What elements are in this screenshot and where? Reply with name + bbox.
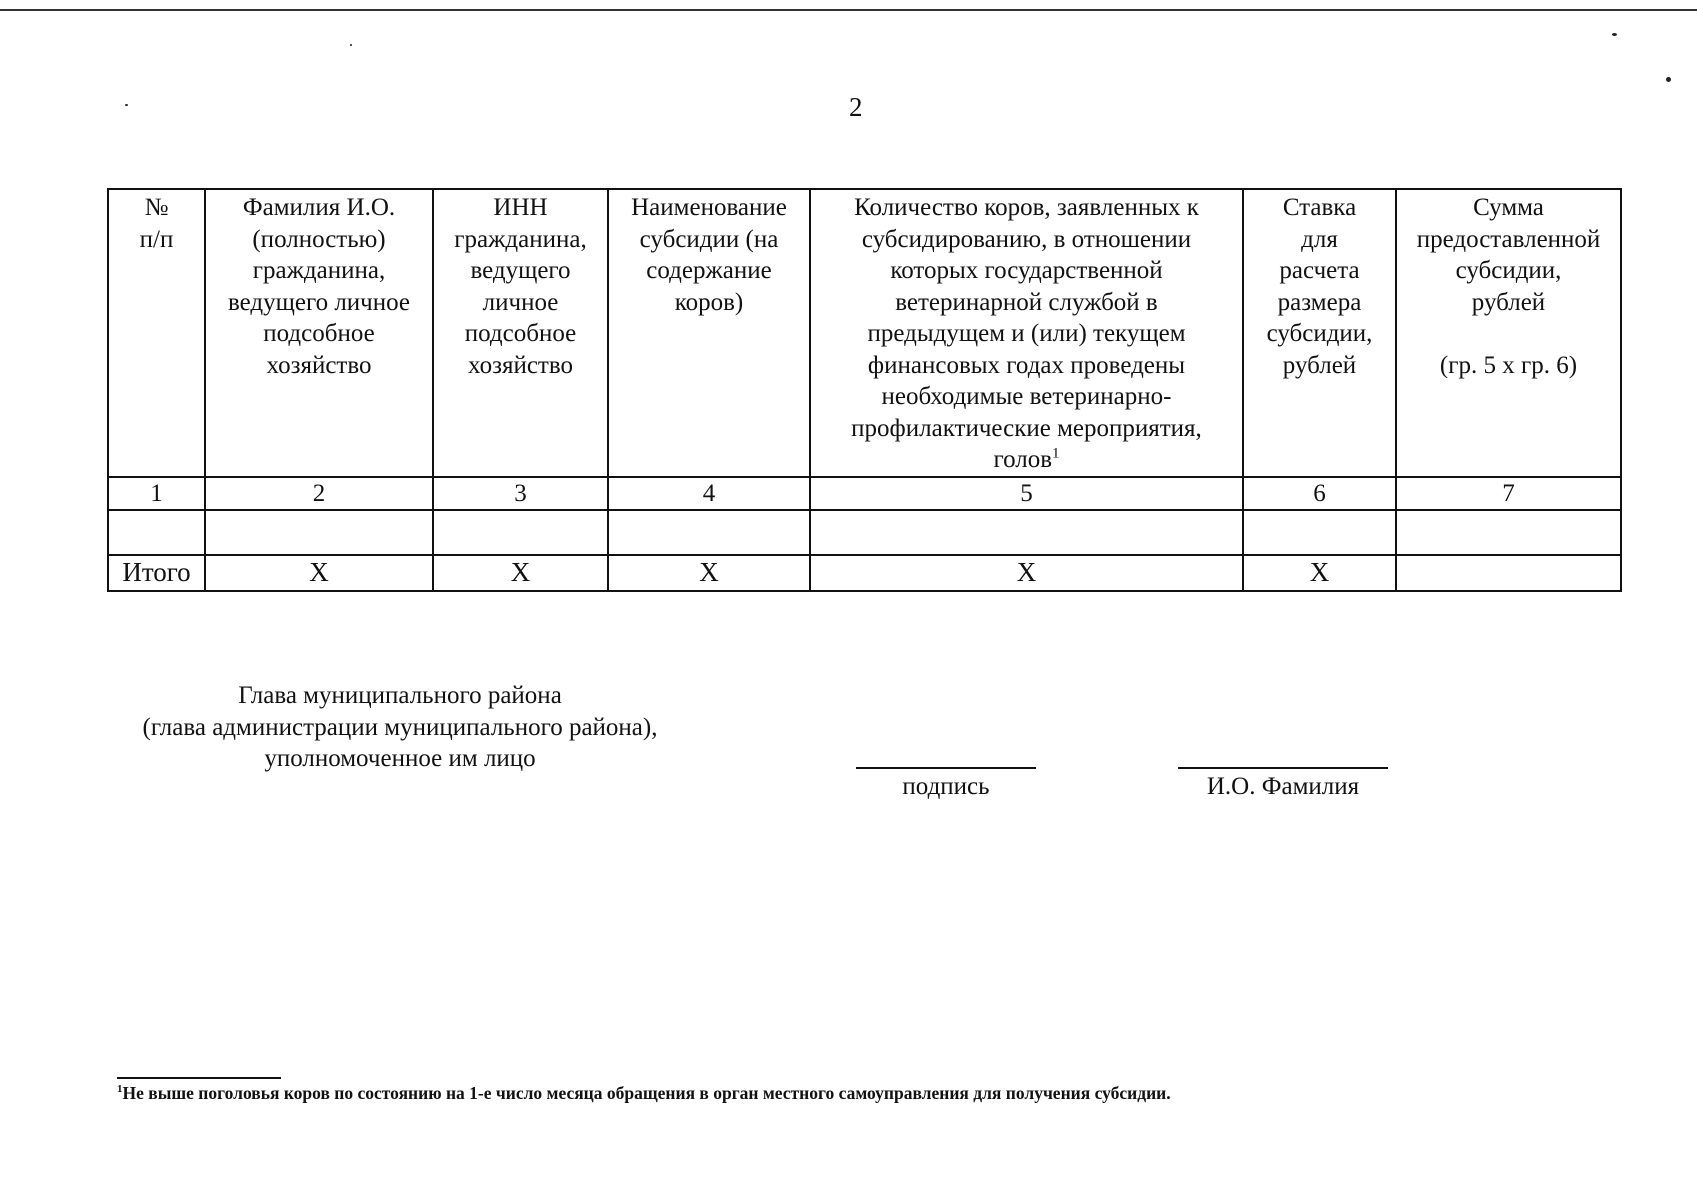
total-cell: Х <box>608 555 810 591</box>
table-row <box>108 510 1621 555</box>
scan-speck <box>1666 77 1671 82</box>
header-cell-rate: Ставка для расчета размера субсидии, рублей <box>1243 189 1396 477</box>
signature-caption: подпись <box>902 773 990 800</box>
table-cell <box>810 510 1243 555</box>
column-number-cell: 3 <box>433 477 608 511</box>
name-line <box>1178 767 1388 769</box>
table-cell <box>608 510 810 555</box>
total-row <box>108 555 1621 591</box>
footnote-mark: 1 <box>1052 445 1060 462</box>
column-number-cell: 5 <box>810 477 1243 511</box>
total-amount-cell <box>1396 555 1621 591</box>
header-cell-cow-count: Количество коров, заявленных к субсидированию, в отношении которых государственной ветеринарной службой в предыдущем и (или) текущем финансовых годах проведены необходимые ветеринарно- профилактические мероприятия, голов$^1$ <box>810 189 1243 477</box>
total-cell: Х <box>433 555 608 591</box>
column-number-cell: 2 <box>205 477 433 511</box>
footnote-number: 1 <box>117 1083 123 1095</box>
column-number-cell: 7 <box>1396 477 1621 511</box>
scan-speck <box>125 104 128 106</box>
column-number-cell: 1 <box>108 477 205 511</box>
subsidy-table <box>107 188 1622 592</box>
top-border-line <box>0 9 1697 11</box>
header-cell-amount: Сумма предоставленной субсидии, рублей (гр. 5 х гр. 6) <box>1396 189 1621 477</box>
table-cell <box>205 510 433 555</box>
column-number-cell: 4 <box>608 477 810 511</box>
signatory-role-line: Глава муниципального района <box>238 682 562 709</box>
header-cell-full-name: Фамилия И.О. (полностью) гражданина, ведущего личное подсобное хозяйство <box>205 189 433 477</box>
total-cell: Х <box>810 555 1243 591</box>
table-cell <box>433 510 608 555</box>
footnote <box>117 1077 1171 1105</box>
column-number-row <box>108 477 1621 511</box>
signatory-role-line: уполномоченное им лицо <box>264 745 536 772</box>
header-cell-inn: ИНН гражданина, ведущего личное подсобное хозяйство <box>433 189 608 477</box>
scan-speck <box>1612 33 1617 36</box>
column-number-cell: 6 <box>1243 477 1396 511</box>
table-cell <box>108 510 205 555</box>
total-cell: Х <box>205 555 433 591</box>
header-row <box>108 189 1621 477</box>
scan-speck <box>350 44 352 46</box>
header-cell-subsidy-name: Наименование субсидии (на содержание коров) <box>608 189 810 477</box>
total-label-cell: Итого <box>108 555 205 591</box>
footnote-text: Не выше поголовья коров по состоянию на 1-е число месяца обращения в орган местного самоуправления для получения субсидии. <box>122 1082 1171 1103</box>
signatory-role-line: (глава администрации муниципального района), <box>142 713 658 741</box>
table-cell <box>1396 510 1621 555</box>
signatory-role <box>110 680 690 775</box>
name-caption: И.О. Фамилия <box>1206 773 1360 800</box>
header-cell-row-number: № п/п <box>108 189 205 477</box>
total-cell: Х <box>1243 555 1396 591</box>
signature-line <box>856 767 1036 769</box>
table-cell <box>1243 510 1396 555</box>
page-number: 2 <box>849 92 863 122</box>
